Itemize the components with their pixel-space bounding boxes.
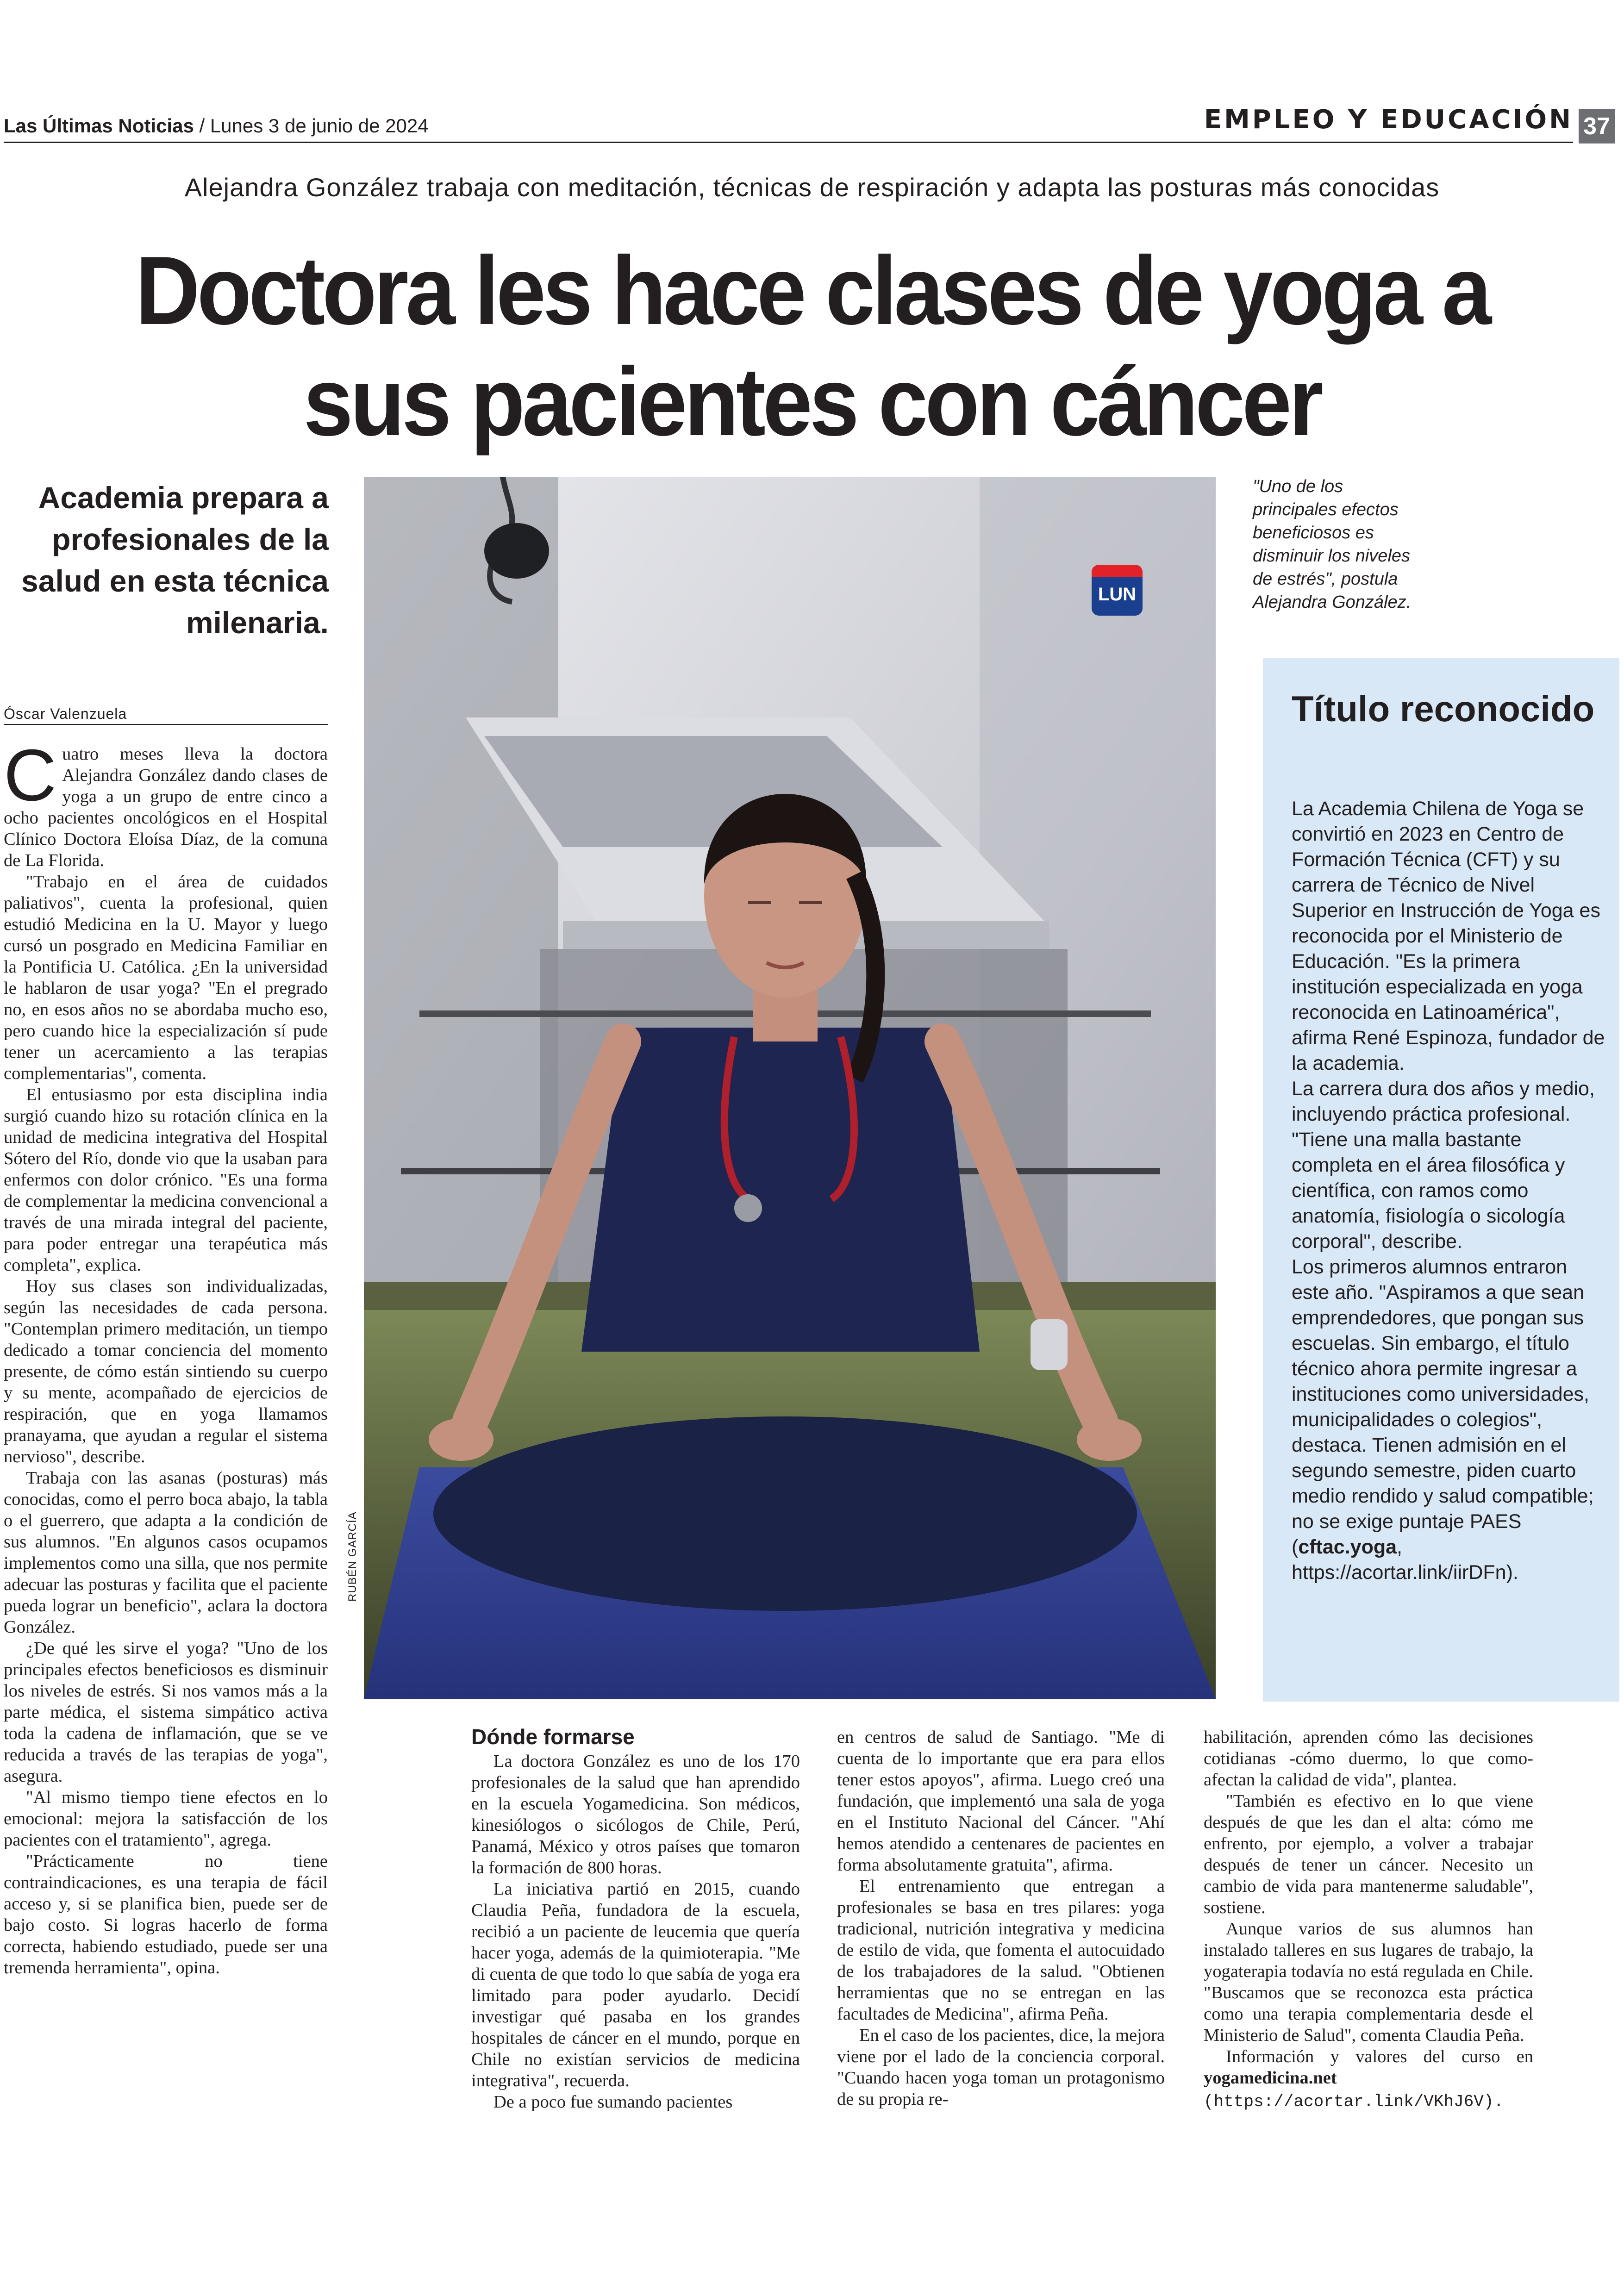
deck-line-4: milenaria.	[186, 605, 329, 640]
section-name: EMPLEO Y EDUCACIÓN	[1204, 105, 1573, 135]
headline-line-2: sus pacientes con cáncer	[303, 347, 1321, 456]
body-paragraph: ¿De qué les sirve el yoga? "Uno de los principales efectos beneficiosos es disminuir los niveles de estrés. Si nos vamos más a la parte médica, el sistema simpático activa toda la cadena de inflamación, que se ve reducida a través de las terapias de yoga", asegura.	[4, 1639, 328, 1786]
photo-caption: "Uno de los principales efectos beneficiosos es disminuir los niveles de estrés", postula Alejandra González.	[1253, 477, 1412, 612]
masthead-separator: /	[199, 115, 205, 137]
article-body-column-2	[471, 1724, 800, 2113]
yoga-doctor-illustration	[364, 477, 1216, 1699]
article-body-column-4	[1204, 1727, 1533, 2113]
body-paragraph: En el caso de los pacientes, dice, la mejora viene por el lado de la conciencia corporal. "Cuando hacen yoga toman un protagonismo de su propia re-	[837, 2026, 1165, 2109]
body-paragraph: "También es efectivo en lo que viene después de que les dan el alta: cómo me enfrento, por ejemplo, a volver a trabajar después de tener un cáncer. Necesito un cambio de vida para mantenerme saludable", sostiene.	[1204, 1791, 1533, 1917]
lun-logo-text: LUN	[1098, 584, 1137, 605]
headline-line-1: Doctora les hace clases de yoga a	[135, 236, 1489, 345]
lun-logo-stripe	[1092, 565, 1143, 577]
byline-rule	[4, 724, 328, 725]
cftac-link[interactable]: cftac.yoga	[1298, 1536, 1397, 1558]
body-paragraph: Cuatro meses lleva la doctora Alejandra González dando clases de yoga a un grupo de entre cinco a ocho pacientes oncológicos en el Hospital Clínico Doctora Eloísa Díaz, de la comuna de La Florida.	[4, 735, 328, 870]
body-paragraph: La doctora González es uno de los 170 profesionales de la salud que han aprendido en la escuela Yogamedicina. Son médicos, kinesiólogos o sicólogos de Chile, Perú, Panamá, México y otros países que tomaron la formación de 800 horas.	[471, 1752, 800, 1877]
article-photo[interactable]	[364, 477, 1216, 1699]
sidebar-body	[1292, 796, 1606, 1585]
body-paragraph: La iniciativa partió en 2015, cuando Claudia Peña, fundadora de la escuela, recibió a un paciente de leucemia que quería hacer yoga, además de la quimioterapia. "Me di cuenta de que todo lo que sabía de yoga era limitado para poder ayudarlo. Decidí investigar qué pasaba en los grandes hospitales de cáncer en el mundo, porque en Chile no existían servicios de medicina integrativa", recuerda.	[471, 1879, 800, 2090]
issue-date: Lunes 3 de junio de 2024	[210, 115, 429, 137]
kicker: Alejandra González trabaja con meditación, técnicas de respiración y adapta las posturas más conocidas	[184, 173, 1440, 202]
photo-credit: RUBÉN GARCÍA	[346, 1511, 359, 1602]
donde-formarse-subhead: Dónde formarse	[471, 1725, 635, 1749]
body-paragraph: Información y valores del curso en yogamedicina.net (https://acortar.link/VKhJ6V).	[1204, 2047, 1533, 2111]
headline	[91, 235, 1534, 457]
article-body-column-1	[4, 735, 328, 1978]
body-paragraph: El entusiasmo por esta disciplina india surgió cuando hizo su rotación clínica en la unidad de medicina integrativa del Hospital Sótero del Río, donde vio que la usaban para enfermos con dolor crónico. "Es una forma de complementar la medicina convencional a través de una mirada integral del paciente, para poder entregar una terapéutica más completa", explica.	[4, 1085, 328, 1275]
article-body-column-3	[837, 1727, 1165, 2110]
sidebar-paragraph: Los primeros alumnos entraron este año. "Aspiramos a que sean emprendedores, que pongan sus escuelas. Sin embargo, el título técnico ahora permite ingresar a instituciones como universidades, municipalidades o colegios", destaca. Tienen admisión en el segundo semestre, piden cuarto medio rendido y salud compatible; no se exige puntaje PAES (cftac.yoga, https://acortar.link/iirDFn).	[1292, 1256, 1594, 1584]
body-paragraph: en centros de salud de Santiago. "Me di cuenta de lo importante que era para ellos tener estos apoyos", afirma. Luego creó una fundación, que implementó una sala de yoga en el Instituto Nacional del Cáncer. "Ahí hemos atendido a centenares de pacientes en forma absolutamente gratuita", afirma.	[837, 1727, 1165, 1875]
body-paragraph: "Prácticamente no tiene contraindicaciones, es una terapia de fácil acceso y, si se planifica bien, puede ser de bajo costo. Si logras hacerlo de forma correcta, habiendo estudiado, puede ser una tremenda herramienta", opina.	[4, 1852, 328, 1977]
body-paragraph: Aunque varios de sus alumnos han instalado talleres en sus lugares de trabajo, la yogaterapia todavía no está regulada en Chile. "Buscamos que se reconozca esta práctica como una terapia complementaria desde el Ministerio de Salud", comenta Claudia Peña.	[1204, 1919, 1533, 2045]
deck-line-1: Academia prepara a	[38, 480, 329, 515]
body-paragraph: "Trabajo en el área de cuidados paliativos", cuenta la profesional, quien estudió Medicina en la U. Mayor y luego cursó un posgrado en Medicina Familiar en la Pontificia U. Católica. ¿En la universidad le hablaron de usar yoga? "En el pregrado no, en esos años no se abordaba mucho eso, pero cuando hice la especialización sí pude tener un acercamiento a las terapias complementarias", comenta.	[4, 872, 328, 1083]
byline: Óscar Valenzuela	[4, 705, 127, 722]
short-link[interactable]: (https://acortar.link/VKhJ6V).	[1204, 2092, 1504, 2111]
masthead-left	[4, 115, 429, 137]
sidebar-paragraph: La Academia Chilena de Yoga se convirtió en 2023 en Centro de Formación Técnica (CFT) y su carrera de Técnico de Nivel Superior en Instrucción de Yoga es reconocida por el Ministerio de Educación. "Es la primera institución especializada en yoga reconocida en Latinoamérica", afirma René Espinoza, fundador de la academia.	[1292, 798, 1605, 1074]
body-paragraph: Hoy sus clases son individualizadas, según las necesidades de cada persona. "Contemplan primero meditación, un tiempo dedicado a tomar conciencia del momento presente, de cómo están sintiendo su cuerpo y su mente, acompañado de ejercicios de respiración, que en yoga llamamos pranayama, que ayudan a regular el sistema nervioso", describe.	[4, 1277, 328, 1466]
body-paragraph: De a poco fue sumando pacientes	[493, 2092, 733, 2112]
body-paragraph: habilitación, aprenden cómo las decisiones cotidianas -cómo duermo, lo que como- afectan la calidad de vida", plantea.	[1204, 1727, 1533, 1790]
drop-cap: C	[4, 735, 57, 816]
deck-line-3: salud en esta técnica	[21, 564, 329, 598]
body-paragraph: El entrenamiento que entregan a profesionales se basa en tres pilares: yoga tradicional, nutrición integrativa y medicina de estilo de vida, que fomenta el autocuidado de los trabajadores de la salud. "Obtienen herramientas que no se entregan en las facultades de Medicina", afirma Peña.	[837, 1877, 1165, 2024]
deck-line-2: profesionales de la	[52, 522, 329, 556]
deck	[9, 477, 329, 643]
body-paragraph: "Al mismo tiempo tiene efectos en lo emocional: mejora la satisfacción de los pacientes con el tratamiento", agrega.	[4, 1788, 328, 1850]
lun-logo	[1092, 565, 1143, 616]
page-number: 37	[1579, 109, 1615, 143]
yogamedicina-link[interactable]: yogamedicina.net	[1204, 2068, 1337, 2088]
newspaper-name[interactable]: Las Últimas Noticias	[4, 115, 194, 137]
sidebar-paragraph: La carrera dura dos años y medio, incluyendo práctica profesional. "Tiene una malla bastante completa en el área filosófica y científica, con ramos como anatomía, fisiología o sicología corporal", describe.	[1292, 1078, 1595, 1253]
body-paragraph: Trabaja con las asanas (posturas) más conocidas, como el perro boca abajo, la tabla o el guerrero, que adapta a la condición de sus alumnos. "En algunos casos ocupamos implementos como una silla, que nos permite adecuar las posturas y facilita que el paciente pueda lograr un beneficio", aclara la doctora González.	[4, 1468, 328, 1637]
masthead-rule	[4, 142, 1573, 143]
sidebar-title: Título reconocido	[1292, 688, 1595, 729]
